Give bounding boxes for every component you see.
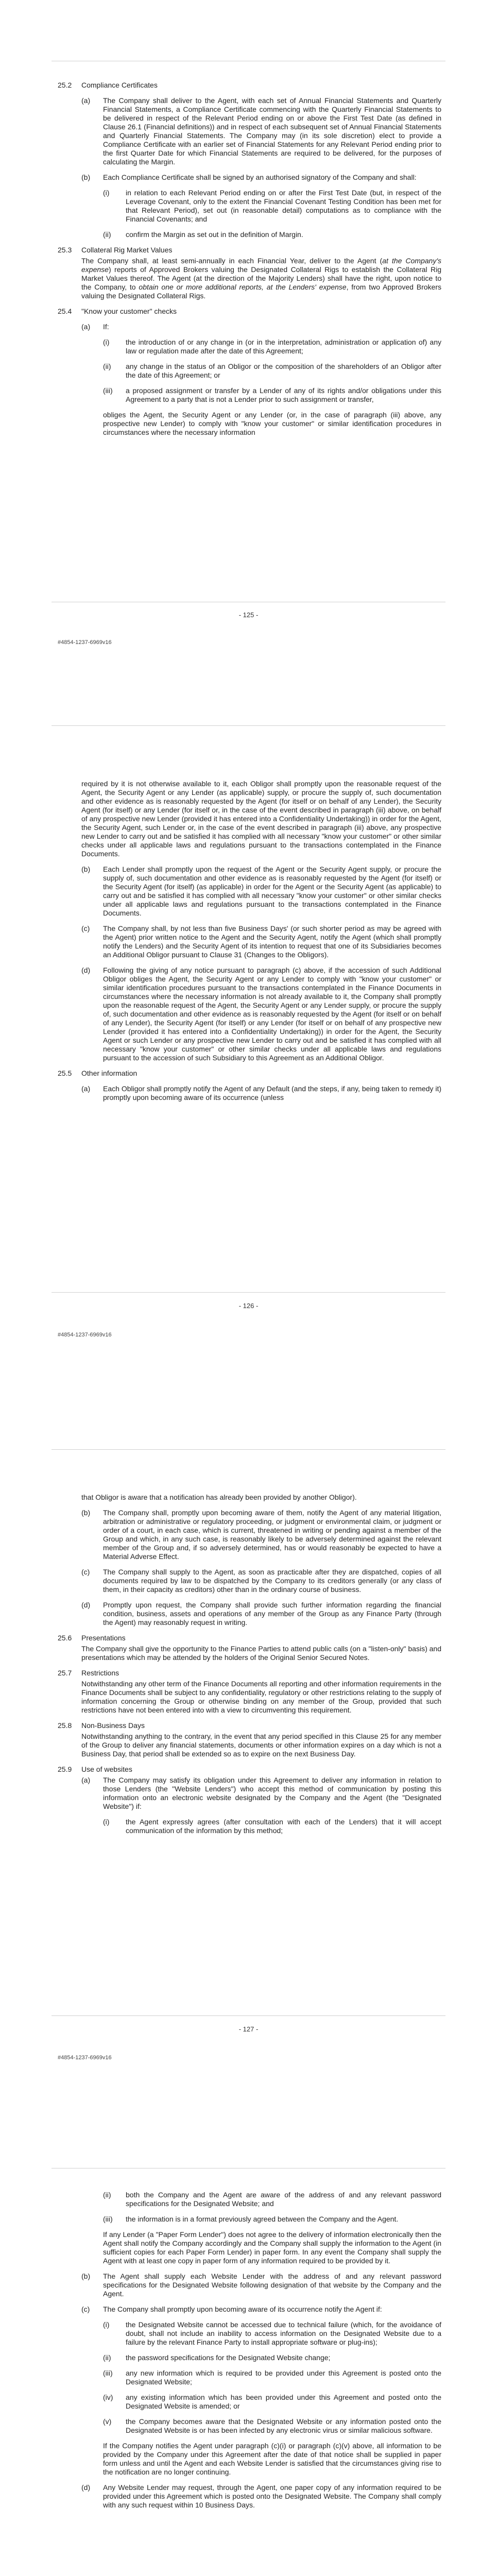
paragraph-a: (a) The Company shall deliver to the Agent, with each set of Annual Financial Statements and Quarterly Financial Statements, a Compliance Certificate commencing with the Quarterly Financial Statements to be delivered in respect of the Relevant Period ending on or above the First Test Date (as defined in Clause 26.1 (Financial definitions)) and in respect of each subsequent set of Annual Financial Statements and Quarterly Financial Statements. The Company may (in its sole discretion) elect to provide a Compliance Certificate with an earlier set of Financial Statements for any Relevant Period ending prior to the first Quarter Date for which Financial Statements are required to be delivered, for the purposes of calculating the Margin.	[81, 96, 441, 166]
clause-title: Collateral Rig Market Values	[81, 246, 173, 254]
paragraph-d: (d) Following the giving of any notice pursuant to paragraph (c) above, if the accession of such Additional Obligor obliges the Agent, the Security Agent or any Lender to comply with "know your customer" or similar identification procedures pursuant to the transactions contemplated in the Finance Documents in circumstances where the necessary information is not already available to it, the Company shall promptly upon the reasonable request of the Agent, the Security Agent or any Lender supply, or procure the supply of, such documentation and other evidence as is reasonably requested by the Agent (for itself or on behalf of any Lender), the Security Agent (for itself) or any Lender (for itself or on behalf of any prospective new Lender (provided it has entered into a Confidentiality Undertaking)) in order for the Agent, the Security Agent or such Lender or any prospective new Lender to carry out and be satisfied it has complied with all necessary "know your customer" or other similar checks under all applicable laws and regulations pursuant to the accession of such Subsidiary to this Agreement as an Additional Obligor.	[81, 966, 441, 1062]
clause-25-3-heading: 25.3 Collateral Rig Market Values	[58, 246, 441, 255]
paragraph-continuation: that Obligor is aware that a notification has already been provided by another Obligor).	[81, 1493, 357, 1501]
subparagraph-ii: (ii) the password specifications for the Designated Website change;	[103, 2353, 331, 2362]
clause-title: Restrictions	[81, 1669, 119, 1677]
paragraph-b: (b) Each Lender shall promptly upon the request of the Agent or the Security Agent supply, or procure the supply of, such documentation and other evidence as is reasonably requested by the Agent (for itself) or the Security Agent (for itself) (as applicable) in order for the Agent or the Security Agent (as applicable) to carry out and be satisfied it has complied with all necessary "know your customer" or other similar checks under all applicable laws and regulations pursuant to the transactions contemplated in the Finance Documents.	[81, 865, 441, 917]
paragraph-continuation: required by it is not otherwise available to it, each Obligor shall promptly upon the reasonable request of the Agent, the Security Agent or any Lender (as applicable) supply, or procure the supply of, such documentation and other evidence as is reasonably requested by the Agent (for itself or on behalf of any Lender), the Security Agent (for itself) or any Lender (for itself or, in the case of the event described in paragraph (iii) above, on behalf of any prospective new Lender (provided it has entered into a Confidentiality Undertaking)) in order for the Agent, the Security Agent, such Lender or, in the case of the event described in paragraph (iii) above, any prospective new Lender to carry out and be satisfied it has complied with all necessary "know your customer" or other similar checks under all applicable laws and regulations pursuant to the transactions contemplated in the Finance Documents.	[81, 779, 441, 858]
paragraph-b: (b) Each Compliance Certificate shall be signed by an authorised signatory of the Company and shall:	[81, 173, 417, 181]
subparagraph-iv: (iv) any existing information which has been provided under this Agreement and posted onto the Designated Website is amended; or	[103, 2393, 441, 2410]
paragraph-c: (c) The Company shall supply to the Agent, as soon as practicable after they are dispatched, copies of all documents required by law to be dispatched by the Company to its creditors generally (or any class of them, in their capacity as creditors) other than in the ordinary course of business.	[81, 1568, 441, 1594]
clause-25-4-heading: 25.4 "Know your customer" checks	[58, 307, 441, 316]
subparagraph-ii: (ii) any change in the status of an Obligor or the composition of the shareholders of an Obligor after the date of this Agreement; or	[103, 362, 441, 379]
paragraph-continuation: obliges the Agent, the Security Agent or any Lender (or, in the case of paragraph (iii) above, any prospective new Lender) to comply with "know your customer" or similar identification procedures in circumstances where the necessary information	[103, 411, 441, 436]
page-footer-rule	[52, 2015, 445, 2016]
subparagraph-iii: (iii) a proposed assignment or transfer by a Lender of any of its rights and/or obligations under this Agreement to a party that is not a Lender prior to such assignment or transfer,	[103, 386, 441, 403]
paragraph-a: (a) The Company may satisfy its obligation under this Agreement to deliver any information in relation to those Lenders (the "Website Lenders") who accept this method of communication by posting this information onto an electronic website designated by the Company and the Agent (the "Designated Website") if:	[81, 1776, 441, 1810]
clause-25-5-heading: 25.5 Other information	[58, 1069, 441, 1078]
clause-title: Presentations	[81, 1634, 126, 1642]
document-reference: #4854-1237-6969v16	[58, 639, 112, 646]
page-separator	[52, 725, 445, 726]
clause-25-3-body: The Company shall, at least semi-annually in each Financial Year, deliver to the Agent (at the Company's expense) reports of Approved Brokers valuing the Designated Collateral Rigs to establish the Collateral Rig Market Values thereof. The Agent (at the direction of the Majority Lenders) shall have the right, upon notice to the Company, to obtain one or more additional reports, at the Lenders' expense, from two Approved Brokers valuing the Designated Collateral Rigs.	[81, 257, 441, 300]
paragraph-a: (a) If:	[81, 323, 109, 331]
paragraph-c: (c) The Company shall, by not less than five Business Days' (or such shorter period as may be agreed with the Agent) prior written notice to the Agent and the Security Agent, notify the Agent (which shall promptly notify the Lenders) and the Security Agent of its intention to request that one of its Subsidiaries becomes an Additional Obligor pursuant to Clause 31 (Changes to the Obligors).	[81, 924, 441, 959]
page-number: - 126 -	[238, 1302, 259, 1310]
clause-title: Other information	[81, 1069, 138, 1077]
subparagraph-v: (v) the Company becomes aware that the Designated Website or any information posted onto the Designated Website is or has been infected by any electronic virus or similar malicious software.	[103, 2417, 441, 2434]
paragraph-continuation: If any Lender (a "Paper Form Lender") does not agree to the delivery of information electronically then the Agent shall notify the Company accordingly and the Company shall supply the information to the Agent (in sufficient copies for each Paper Form Lender) in paper form. In any event the Company shall supply the Agent with at least one copy in paper form of any information required to be provided by it.	[103, 2230, 441, 2265]
subparagraph-i: (i) the introduction of or any change in (or in the interpretation, administration or application of) any law or regulation made after the date of this Agreement;	[103, 338, 441, 355]
subparagraph-ii: (ii) both the Company and the Agent are aware of the address of and any relevant password specifications for the Designated Website; and	[103, 2191, 441, 2208]
clause-25-9-heading: 25.9 Use of websites	[58, 1765, 441, 1774]
clause-title: Compliance Certificates	[81, 81, 158, 89]
clause-25-8-heading: 25.8 Non-Business Days	[58, 1721, 441, 1730]
page-body	[58, 2191, 441, 2516]
clause-25-6-body: The Company shall give the opportunity to the Finance Parties to attend public calls (on a "listen-only" basis) and presentations which may be attended by the holders of the Original Senior Secured Notes.	[81, 1645, 441, 1662]
clause-title: Non-Business Days	[81, 1721, 145, 1730]
clause-25-8-body: Notwithstanding anything to the contrary, in the event that any period specified in this Clause 25 for any member of the Group to deliver any financial statements, documents or other information expires on a day which is not a Business Day, that period shall be extended so as to expire on the next Business Day.	[81, 1732, 441, 1758]
page-number: - 125 -	[238, 611, 259, 619]
page-body	[58, 1493, 441, 1842]
subparagraph-i: (i) the Designated Website cannot be accessed due to technical failure (which, for the avoidance of doubt, shall not include an inability to access information on the Designated Website due to a failure by the relevant Finance Party to install appropriate software or plug-ins);	[103, 2320, 441, 2346]
paragraph-b: (b) The Company shall, promptly upon becoming aware of them, notify the Agent of any material litigation, arbitration or administrative or regulatory proceeding, or judgment or environmental claim, or judgment or order of a court, in each case, which is current, threatened in writing or pending against a member of the Group and which, in any such case, is reasonably likely to be adversely determined against the relevant member of the Group and, if so adversely determined, has or would reasonably be expected to have a Material Adverse Effect.	[81, 1509, 441, 1561]
paragraph-continuation: If the Company notifies the Agent under paragraph (c)(i) or paragraph (c)(v) above, all information to be provided by the Company under this Agreement after the date of that notice shall be supplied in paper form unless and until the Agent and each Website Lender is satisfied that the circumstances giving rise to the notification are no longer continuing.	[103, 2442, 441, 2476]
subparagraph-iii: (iii) the information is in a format previously agreed between the Company and the Agent.	[103, 2215, 399, 2223]
paragraph-d: (d) Any Website Lender may request, through the Agent, one paper copy of any information required to be provided under this Agreement which is posted onto the Designated Website. The Company shall comply with any such request within 10 Business Days.	[81, 2483, 441, 2509]
clause-25-7-body: Notwithstanding any other term of the Finance Documents all reporting and other information requirements in the Finance Documents shall be subject to any confidentiality, regulatory or other restrictions relating to the supply of information concerning the Group or otherwise binding on any member of the Group, provided that such restrictions have not been entered into with a view to circumventing this requirement.	[81, 1680, 441, 1714]
subparagraph-ii: (ii) confirm the Margin as set out in the definition of Margin.	[103, 230, 303, 239]
subparagraph-i: (i) in relation to each Relevant Period ending on or after the First Test Date (but, in respect of the Leverage Covenant, only to the extent the Financial Covenant Testing Condition has been met for that Relevant Period), set out (in reasonable detail) computations as to compliance with the Financial Covenants; and	[103, 189, 441, 223]
page-separator	[52, 1449, 445, 1450]
clause-title: "Know your customer" checks	[81, 307, 177, 315]
subparagraph-iii: (iii) any new information which is required to be provided under this Agreement is posted onto the Designated Website;	[103, 2369, 441, 2386]
paragraph-d: (d) Promptly upon request, the Company shall provide such further information regarding the financial condition, business, assets and operations of any member of the Group as any Finance Party (through the Agent) may reasonably request in writing.	[81, 1601, 441, 1626]
clause-25-7-heading: 25.7 Restrictions	[58, 1669, 441, 1677]
document-reference: #4854-1237-6969v16	[58, 2055, 112, 2061]
page-number: - 127 -	[238, 2025, 259, 2033]
paragraph-b: (b) The Agent shall supply each Website Lender with the address of and any relevant password specifications for the Designated Website following designation of that website by the Company and the Agent.	[81, 2272, 441, 2298]
page-body	[58, 779, 441, 1109]
page-body	[58, 81, 441, 444]
paragraph-c: (c) The Company shall promptly upon becoming aware of its occurrence notify the Agent if:	[81, 2305, 382, 2313]
page-footer-rule	[52, 1292, 445, 1293]
subparagraph-i: (i) the Agent expressly agrees (after consultation with each of the Lenders) that it will accept communication of the information by this method;	[103, 1818, 441, 1835]
clause-25-2-heading: 25.2 Compliance Certificates	[58, 81, 441, 90]
clause-title: Use of websites	[81, 1765, 132, 1773]
paragraph-a: (a) Each Obligor shall promptly notify the Agent of any Default (and the steps, if any, being taken to remedy it) promptly upon becoming aware of its occurrence (unless	[81, 1084, 441, 1101]
document-reference: #4854-1237-6969v16	[58, 1332, 112, 1338]
clause-25-6-heading: 25.6 Presentations	[58, 1634, 441, 1642]
